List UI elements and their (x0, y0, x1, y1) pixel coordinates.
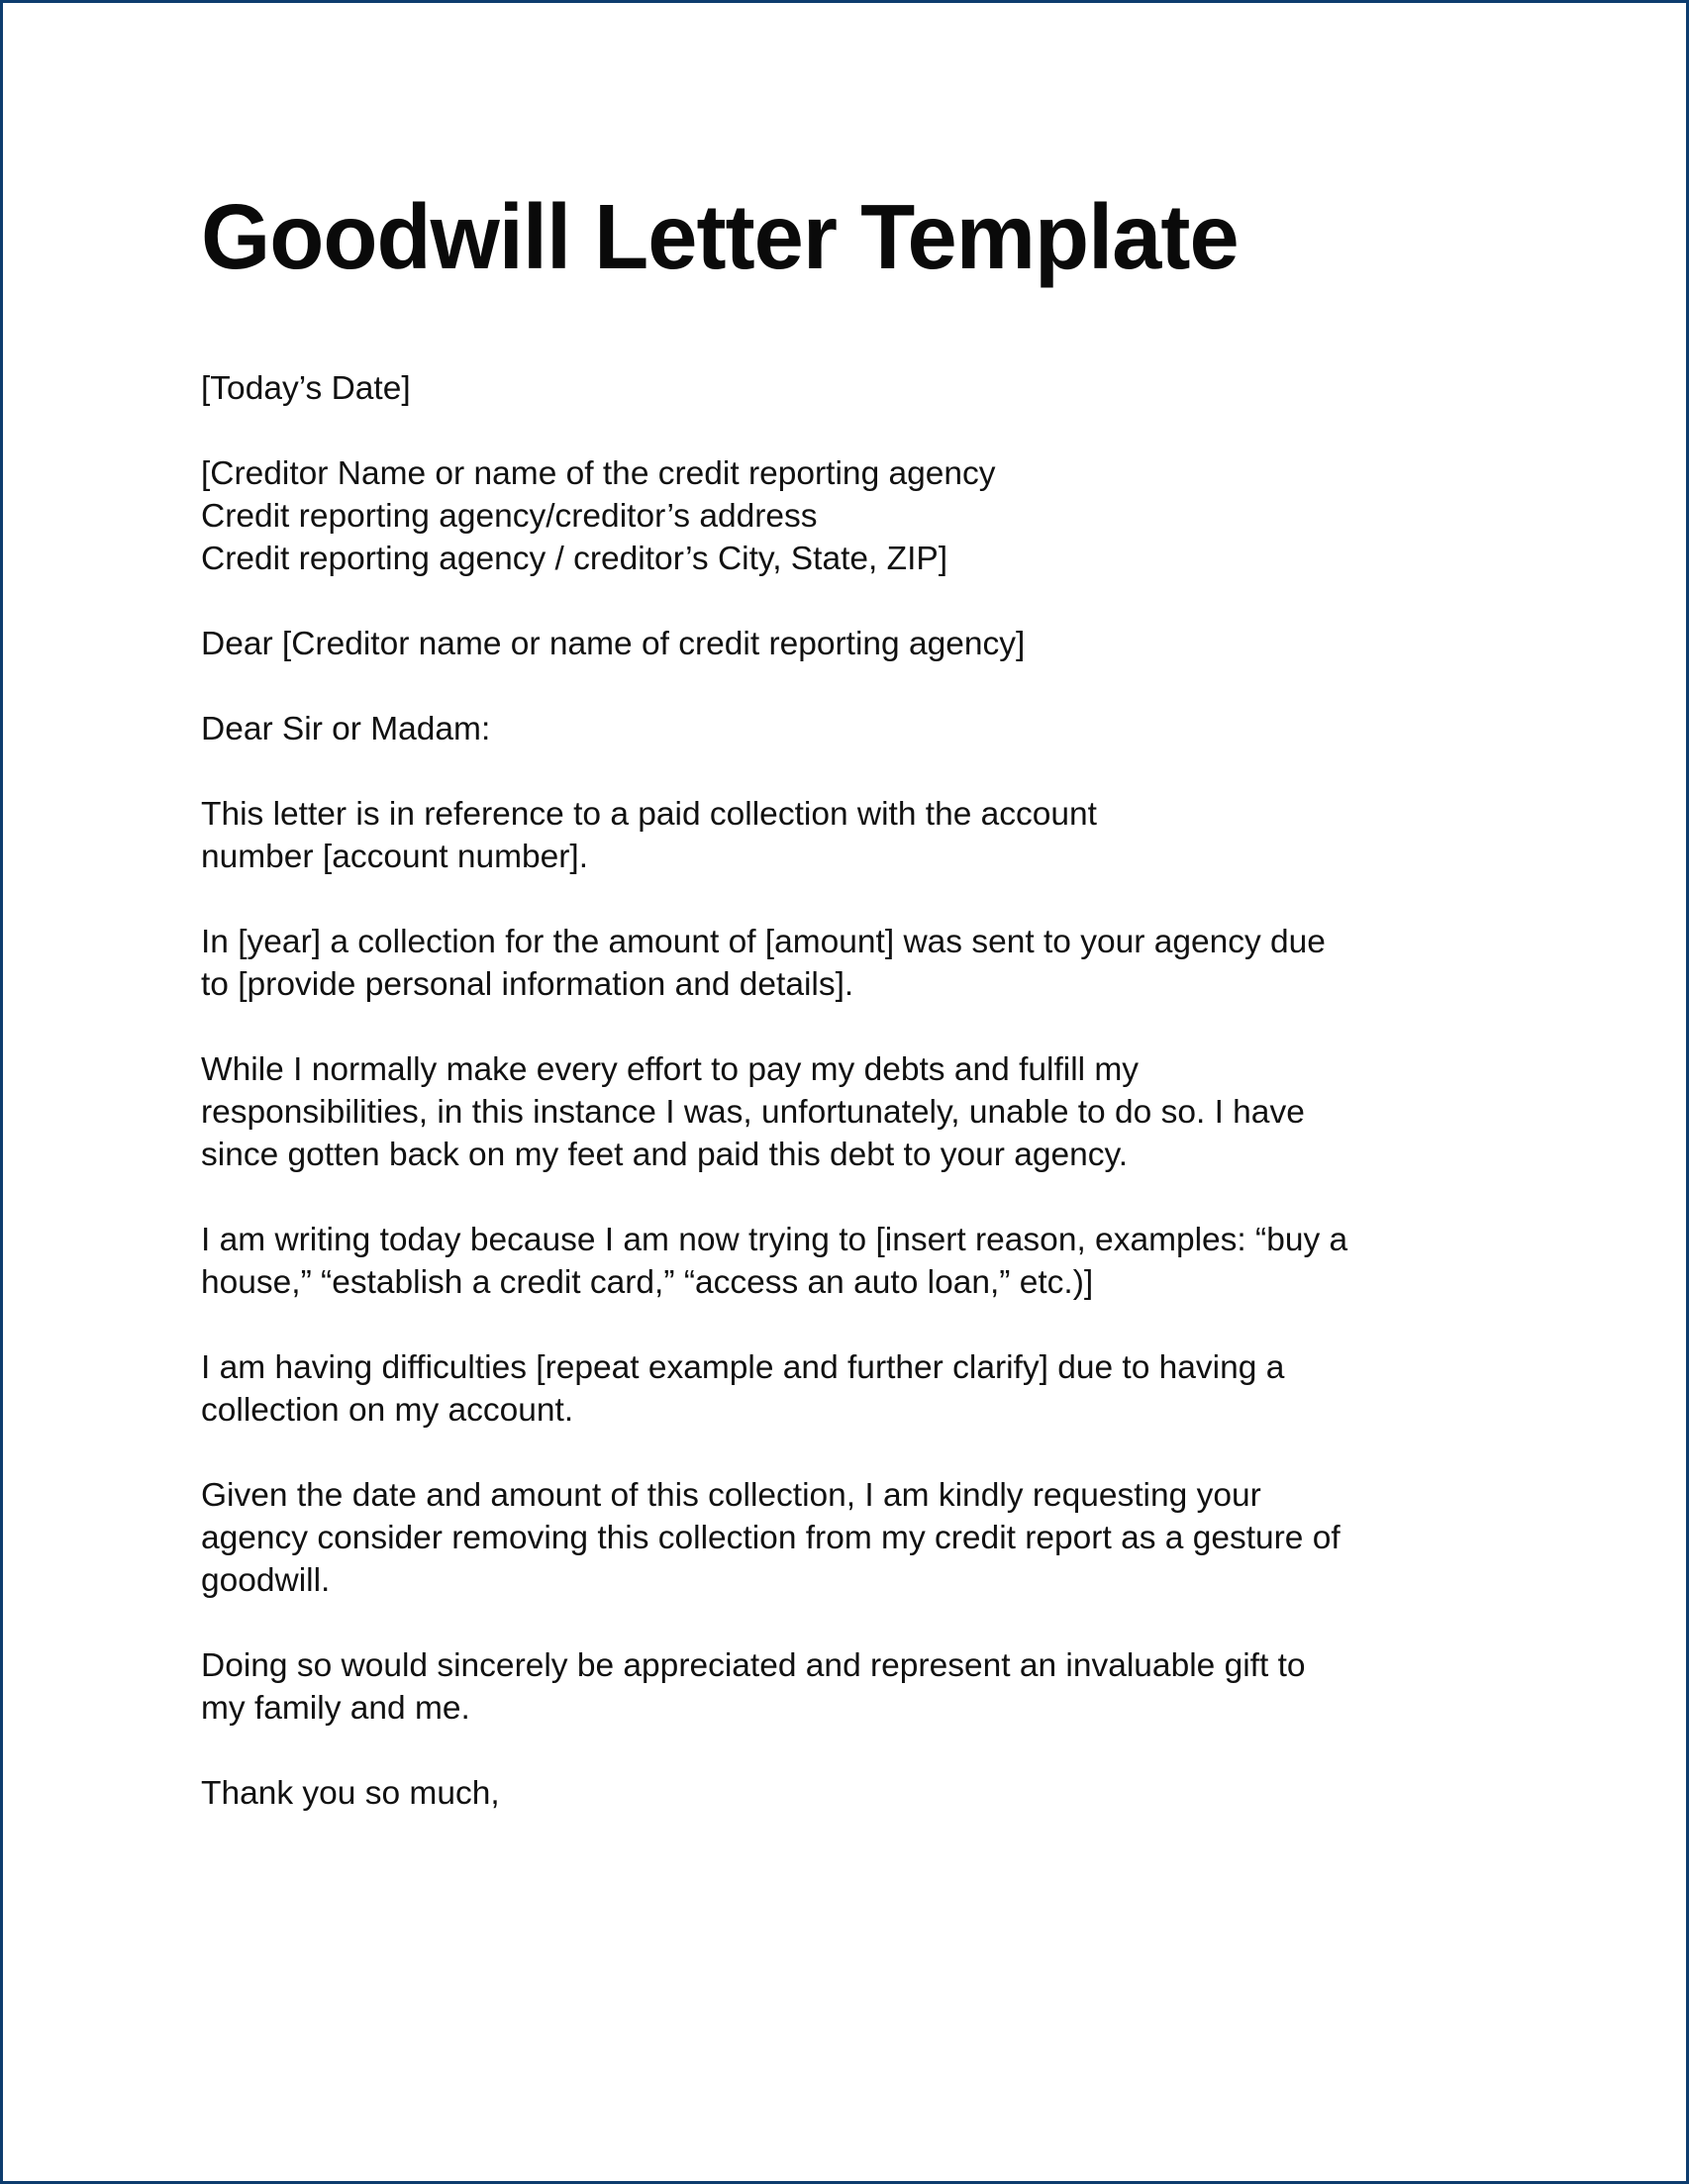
paragraph-line: This letter is in reference to a paid collection with the account (201, 796, 1097, 833)
date-placeholder-text: [Today’s Date] (201, 370, 411, 407)
paragraph-line: number [account number]. (201, 839, 589, 875)
paragraph-line: collection on my account. (201, 1392, 574, 1429)
recipient-address-block (201, 452, 1483, 580)
letter-sheet (201, 3, 1488, 1815)
paragraph-line: goodwill. (201, 1562, 331, 1599)
paragraph-collection-history (201, 921, 1483, 1006)
letter-body (201, 367, 1488, 1815)
paragraph-line: agency consider removing this collection from my credit report as a gesture of (201, 1520, 1341, 1556)
page-title: Goodwill Letter Template (201, 185, 1239, 288)
paragraph-line: I am writing today because I am now trying to [insert reason, examples: “buy a (201, 1222, 1348, 1258)
closing-text: Thank you so much, (201, 1775, 500, 1812)
salutation-sir-madam (201, 708, 1483, 750)
paragraph-line: house,” “establish a credit card,” “access an auto loan,” etc.)] (201, 1264, 1094, 1301)
paragraph-line: responsibilities, in this instance I was, unfortunately, unable to do so. I have (201, 1094, 1305, 1131)
paragraph-line: Given the date and amount of this collection, I am kindly requesting your (201, 1477, 1261, 1514)
salutation-sir-madam-text: Dear Sir or Madam: (201, 711, 491, 747)
paragraph-appreciation (201, 1644, 1483, 1730)
paragraph-request (201, 1474, 1483, 1602)
paragraph-reference (201, 793, 1483, 878)
salutation-creditor (201, 623, 1483, 665)
paragraph-line: While I normally make every effort to pay my debts and fulfill my (201, 1051, 1140, 1088)
address-line-1: [Creditor Name or name of the credit reporting agency (201, 455, 996, 492)
paragraph-line: Doing so would sincerely be appreciated and represent an invaluable gift to (201, 1647, 1306, 1684)
paragraph-line: since gotten back on my feet and paid this debt to your agency. (201, 1137, 1129, 1173)
paragraph-line: In [year] a collection for the amount of [amount] was sent to your agency due (201, 924, 1326, 960)
paragraph-difficulty (201, 1346, 1483, 1432)
date-placeholder-paragraph (201, 367, 1483, 410)
address-line-2: Credit reporting agency/creditor’s address (201, 498, 818, 535)
salutation-creditor-text: Dear [Creditor name or name of credit reporting agency] (201, 626, 1026, 662)
paragraph-line: to [provide personal information and details]. (201, 966, 854, 1003)
paragraph-line: I am having difficulties [repeat example and further clarify] due to having a (201, 1349, 1285, 1386)
paragraph-reason (201, 1219, 1483, 1304)
address-line-3: Credit reporting agency / creditor’s City, State, ZIP] (201, 541, 948, 577)
paragraph-line: my family and me. (201, 1690, 470, 1727)
closing-line (201, 1772, 1483, 1815)
paragraph-explanation (201, 1048, 1483, 1176)
